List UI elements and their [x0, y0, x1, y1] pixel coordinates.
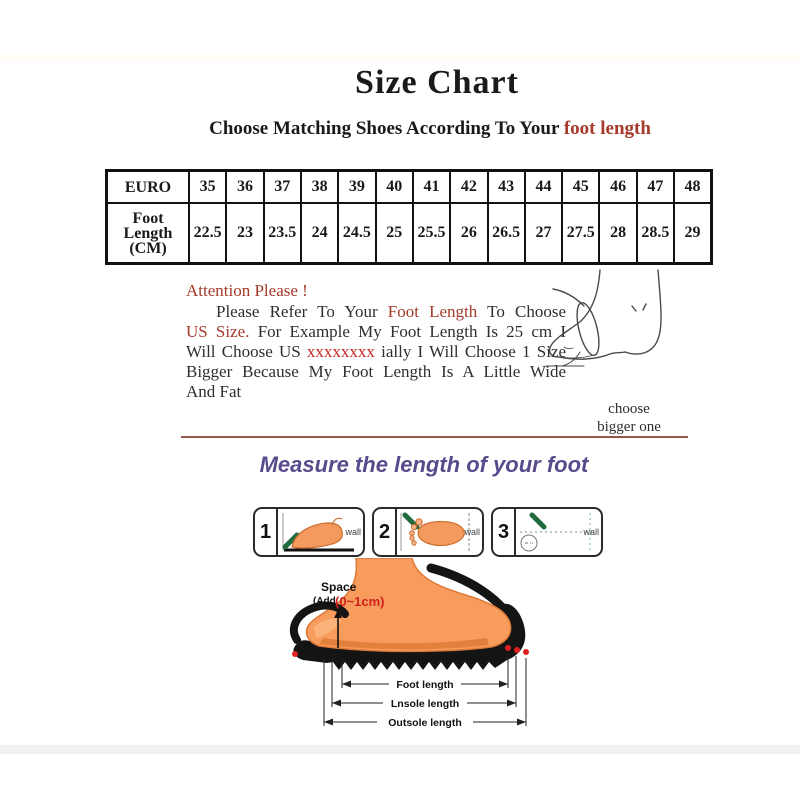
euro-size-cell: 47 [637, 171, 674, 204]
foot-length-diagram [283, 558, 561, 748]
censored-text: xxxxxxxx [306, 342, 375, 361]
foot-length-label: Foot length [396, 679, 454, 691]
foot-length-cell: 25 [376, 203, 413, 264]
foot-tape-sketch [540, 268, 700, 388]
attention-block [186, 281, 566, 402]
subtitle-highlight: foot length [563, 118, 651, 139]
euro-size-cell: 42 [450, 171, 487, 204]
foot-length-cell: 25.5 [413, 203, 450, 264]
foot-length-cell: 23.5 [264, 203, 301, 264]
euro-size-cell: 46 [599, 171, 636, 204]
euro-size-cell: 41 [413, 171, 450, 204]
faint-top-strip [0, 54, 800, 62]
page-title: Size Chart [355, 64, 519, 101]
attention-line-1: Please Refer To Your Foot Length To Choose [216, 302, 566, 321]
step-panel-3 [491, 507, 603, 557]
measuring-steps [253, 507, 603, 557]
euro-size-cell: 43 [488, 171, 525, 204]
euro-size-cell: 38 [301, 171, 338, 204]
subtitle-text: Choose Matching Shoes According To Your [209, 118, 560, 139]
wall-label: wall [345, 527, 361, 537]
foot-length-highlight: Foot Length [387, 302, 478, 321]
foot-length-cell: 28 [599, 203, 636, 264]
add-prefix-label: (Add [313, 596, 336, 607]
foot-length-cell: 24.5 [338, 203, 375, 264]
sketch-caption: choose bigger one [597, 401, 661, 435]
wall-label: wall [464, 527, 480, 537]
attention-heading: Attention Please ! [186, 281, 308, 300]
attention-line-3: Will Choose US xxxxxxxx ially I Will Choose 1 Size [186, 342, 567, 361]
foot-length-cell: 24 [301, 203, 338, 264]
euro-size-cell: 36 [226, 171, 263, 204]
euro-size-cell: 45 [562, 171, 599, 204]
euro-size-cell: 40 [376, 171, 413, 204]
foot-length-cell: 28.5 [637, 203, 674, 264]
foot-length-cell: 27 [525, 203, 562, 264]
step-panel-2 [372, 507, 484, 557]
step-number: 1 [255, 509, 278, 555]
euro-size-cell: 48 [674, 171, 711, 204]
section-divider [181, 436, 688, 438]
euro-row-label: EURO [107, 171, 190, 204]
space-label: Space [321, 580, 357, 594]
measure-heading: Measure the length of your foot [259, 452, 589, 477]
step-number: 2 [374, 509, 397, 555]
foot-length-cell: 26 [450, 203, 487, 264]
subtitle [209, 118, 651, 140]
euro-size-cell: 37 [264, 171, 301, 204]
outsole-length-label: Outsole length [388, 717, 462, 729]
attention-line-2: US Size. For Example My Foot Length Is 25 cm I [186, 322, 567, 341]
foot-length-row-label: Foot Length (CM) [107, 203, 190, 264]
attention-line-5: And Fat [186, 382, 242, 401]
step-panel-1 [253, 507, 365, 557]
foot-length-cell: 27.5 [562, 203, 599, 264]
euro-size-cell: 44 [525, 171, 562, 204]
foot-length-cell: 26.5 [488, 203, 525, 264]
foot-length-cell: 22.5 [189, 203, 226, 264]
wall-label: wall [583, 527, 599, 537]
step-number: 3 [493, 509, 516, 555]
add-range-label: (0~1cm) [335, 594, 385, 609]
foot-length-cell: 23 [226, 203, 263, 264]
foot-length-cell: 29 [674, 203, 711, 264]
size-table-length-row [107, 203, 712, 264]
euro-size-cell: 39 [338, 171, 375, 204]
size-table-header-row [107, 171, 712, 204]
size-table [105, 169, 713, 265]
attention-line-4: Bigger Because My Foot Length Is A Little Wide [186, 362, 566, 381]
insole-length-label: Lnsole length [390, 698, 460, 710]
euro-size-cell: 35 [189, 171, 226, 204]
us-size-highlight: US Size. [186, 322, 250, 341]
